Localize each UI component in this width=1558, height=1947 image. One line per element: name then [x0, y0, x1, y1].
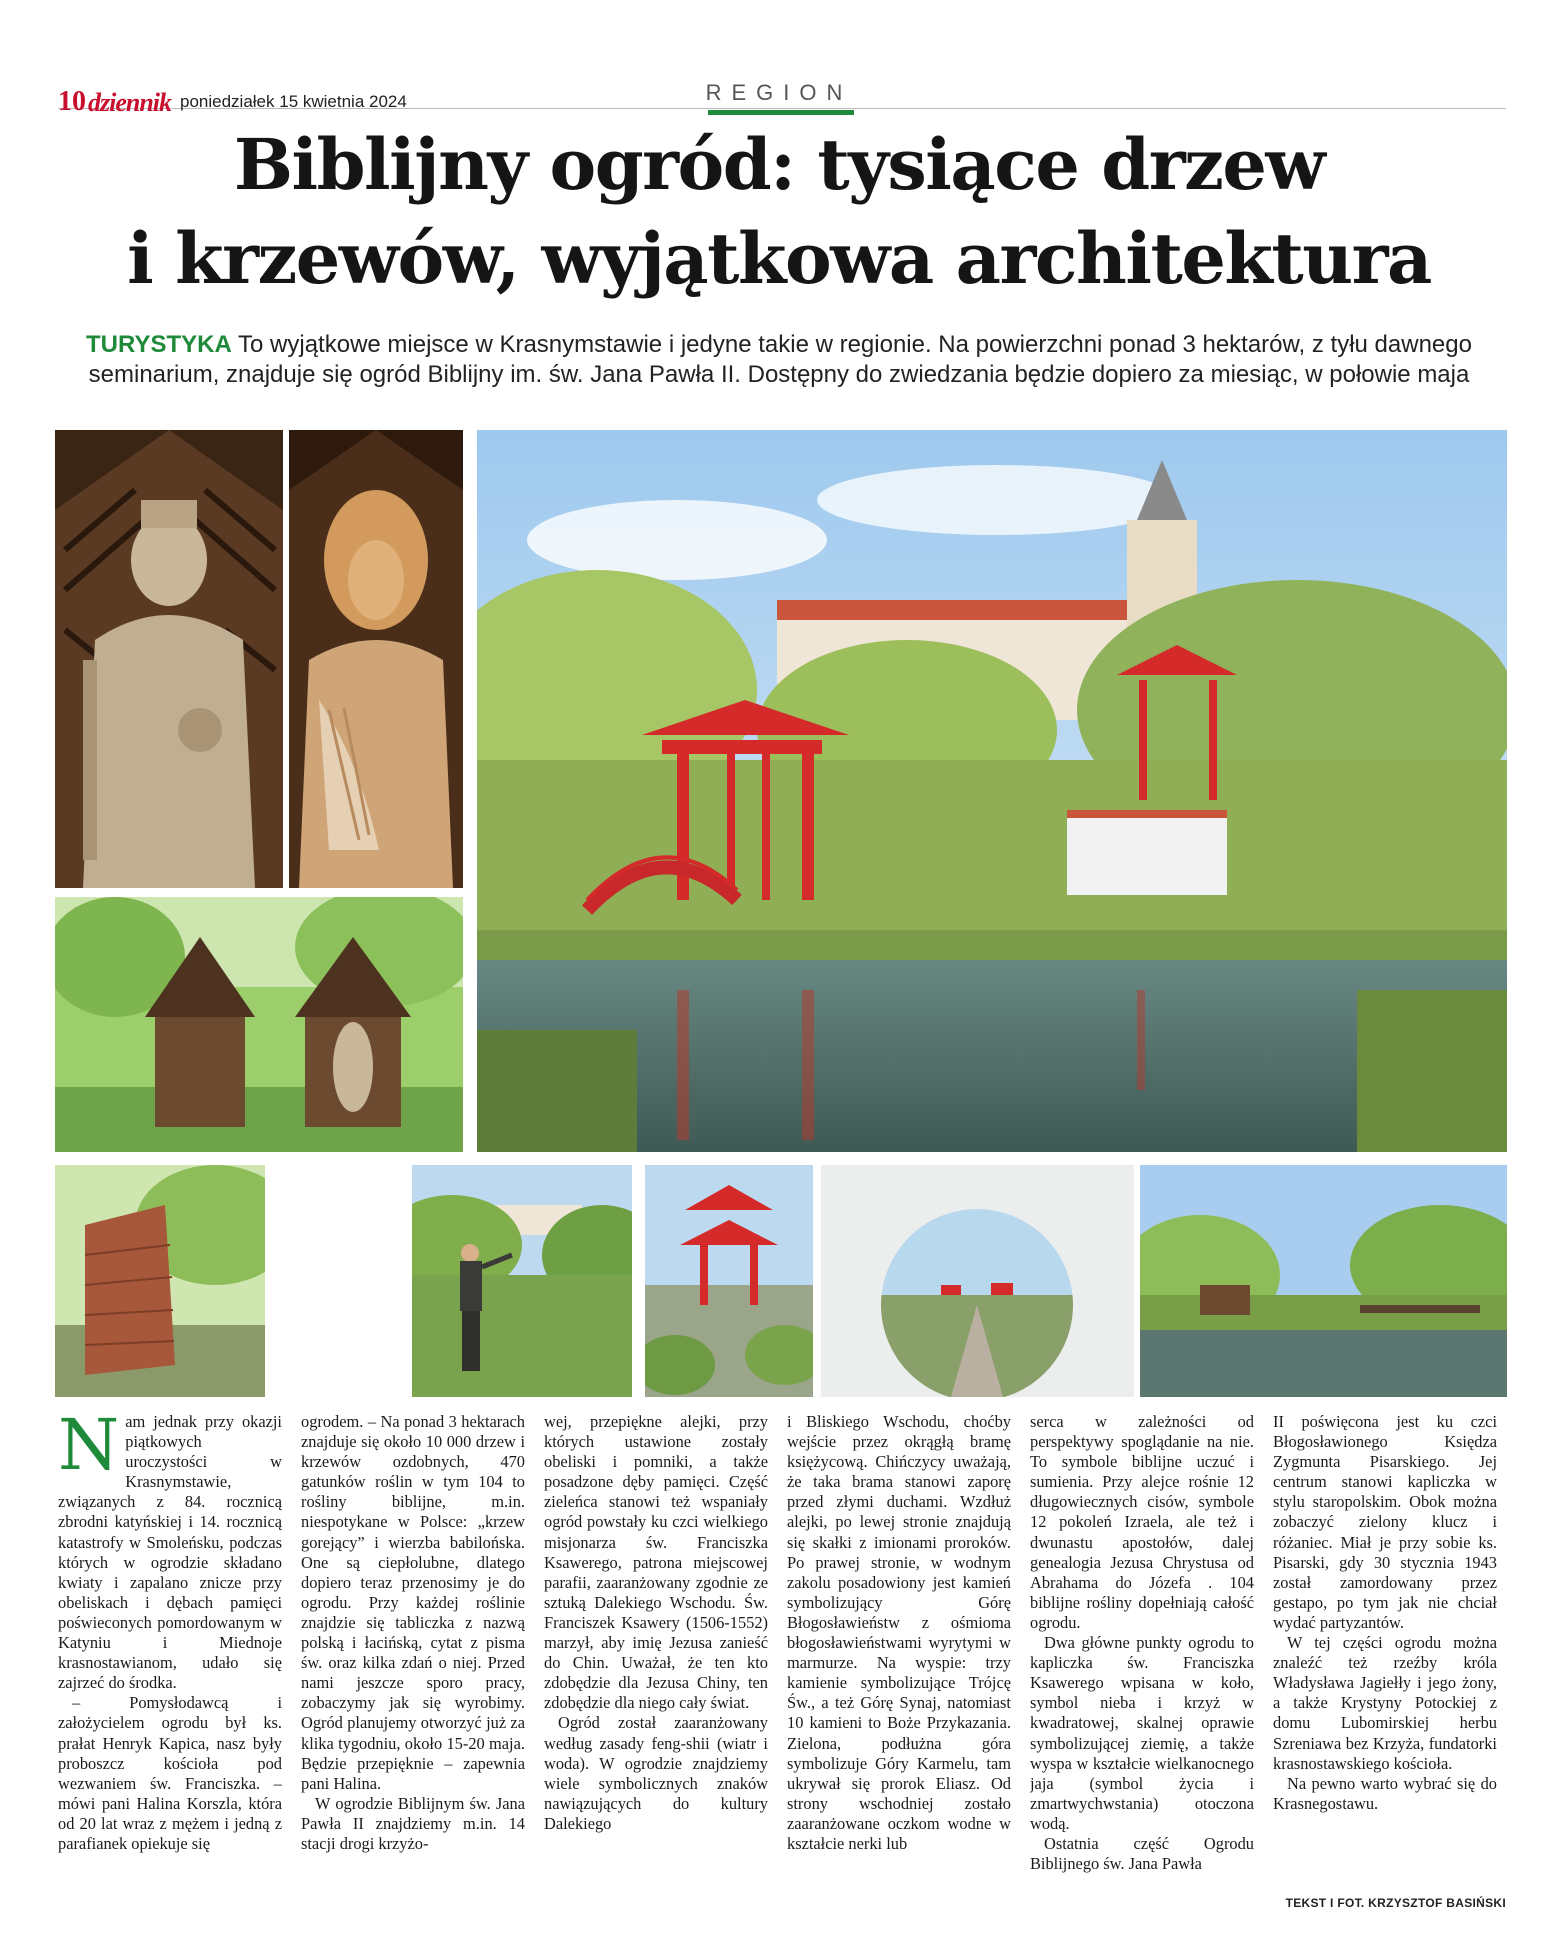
photo-main-chinese-garden: [477, 430, 1507, 1152]
article-paragraph: II poświęcona jest ku czci Błogosławionego Księdza Zygmunta Pisarskiego. Jej centrum stanowi kapliczka w stylu staropolskim. Obok można zobaczyć zielony klucz i różaniec. Miał je przy sobie ks. Pisarski, gdy 30 stycznia 1943 został zamordowany przez gestapo, po tym jak nie chciał wydać partyzantów.: [1273, 1412, 1497, 1632]
headline: [40, 118, 1518, 306]
headline-line-2: i krzewów, wyjątkowa architektura: [127, 217, 1431, 300]
article-paragraph: W tej części ogrodu można znaleźć też rzeźby króla Władysława Jagiełły i jego żony, a także Krystyny Potockiej z domu Lubomirskiej herbu Szreniawa bez Krzyża, fundatorki krasnostawskiego kościoła.: [1273, 1633, 1497, 1773]
article-paragraph: – Pomysłodawcą i założycielem ogrodu był ks. prałat Henryk Kapica, nasz były proboszcz kościoła pod wezwaniem św. Franciszka. – mówi pani Halina Korszla, która od 20 lat wraz z mężem i jedną z parafianek opiekuje się: [58, 1693, 282, 1853]
lead-kicker: TURYSTYKA: [86, 331, 232, 358]
article-paragraph: Ostatnia część Ogrodu Biblijnego św. Jana Pawła: [1030, 1833, 1254, 1874]
author-credit: TEKST I FOT. KRZYSZTOF BASIŃSKI: [1285, 1896, 1506, 1910]
headline-line-1: Biblijny ogród: tysiące drzew: [233, 123, 1325, 206]
lead-paragraph: [64, 330, 1494, 390]
article-column-6: [1273, 1412, 1497, 1882]
lead-text: To wyjątkowe miejsce w Krasnymstawie i jedyne takie w regionie. Na powierzchni ponad 3 hektarów, z tyłu dawnego seminarium, znajduje się ogród Biblijny im. św. Jana Pawła II. Dostępny do zwiedzania będzie dopiero za miesiąc, w połowie maja: [88, 331, 1472, 388]
article-paragraph: ogrodem. – Na ponad 3 hektarach znajduje się około 10 000 drzew i krzewów ozdobnych, 470 gatunków roślin w tym 104 to rośliny biblijne, m.in. niespotykane w Polsce: „krzew gorejący” i wierzba babilońska. One są ciepłolubne, dlatego dopiero teraz przenosimy je do ogrodu. Przy każdej roślinie znajdzie się tabliczka z nazwą polską i łacińską, cytat z pisma św. oraz kilka zdań o niej. Przed nami jeszcze sporo pracy, zobaczymy jak się wyrobimy. Ogród planujemy otworzyć już za klika tygodniu, około 15-20 maja. Będzie przepięknie – zapewnia pani Halina.: [301, 1412, 525, 1793]
section-label: REGION: [705, 80, 853, 105]
photo-woman-in-garden: [412, 1165, 632, 1397]
article-column-2: [301, 1412, 525, 1882]
article-column-3: [544, 1412, 768, 1882]
issue-date: poniedziałek 15 kwietnia 2024: [180, 92, 407, 111]
article-paragraph: Dwa główne punkty ogrodu to kapliczka św. Franciszka Ksawerego wpisana w koło, symbol nieba i krzyż w kwadratowej, skalnej oprawie symbolizującej ziemię, a także wyspa w kształcie wielkanocnego jaja (symbol życia i zmartwychwstania) otoczona wodą.: [1030, 1633, 1254, 1833]
newspaper-logo: dziennik: [88, 88, 172, 117]
section-underline: [708, 110, 854, 115]
photo-pond-garden: [1140, 1165, 1507, 1397]
photo-stone-monument: [55, 1165, 265, 1397]
article-column-4: [787, 1412, 1011, 1882]
article-paragraph: Nam jednak przy okazji piątkowych uroczystości w Krasnymstawie, związanych z 84. rocznicą zbrodni katyńskiej i 14. rocznicą katastrofy w Smoleńsku, podczas których w ogrodzie składano kwiaty i zapalano znicze przy obeliskach i dębach pamięci poświeconych pomordowanym w Katyniu i Miednoje krasnostawianom, udało się zajrzeć do środka.: [58, 1412, 282, 1693]
photo-moon-gate: [821, 1165, 1134, 1397]
photo-pagoda: [645, 1165, 813, 1397]
article-column-5: [1030, 1412, 1254, 1882]
article-paragraph: serca w zależności od perspektywy spoglądanie na nie. To symbole biblijne uczuć i sumienia. Przy alejce rośnie 12 długowiecznych cisów, symbole 12 pokoleń Izraela, ale też i dwunastu apostołów, dalej genealogia Jezusa Chrystusa od Abrahama do Józefa . 104 biblijne rośliny dopełniają całość ogrodu.: [1030, 1412, 1254, 1632]
article-paragraph: wej, przepiękne alejki, przy których ustawione zostały obeliski i pomniki, a także posadzone dęby pamięci. Część zieleńca stanowi też wspaniały ogród powstały ku czci wielkiego misjonarza św. Franciszka Ksawerego, patrona miejscowej parafii, zaaranżowany zgodnie ze sztuką Dalekiego Wschodu. Św. Franciszek Ksawery (1506-1552) marzył, aby imię Jezusa zanieść do Chin. Uważał, że ten kto zdobędzie dla Jezusa Chiny, ten zdobędzie dla niego cały świat.: [544, 1412, 768, 1713]
article-paragraph: Ogród został zaaranżowany według zasady feng-shii (wiatr i woda). W ogrodzie znajdziemy wiele symbolicznych znaków nawiązujących do kultury Dalekiego: [544, 1713, 768, 1833]
drop-cap: N: [58, 1412, 120, 1486]
article-paragraph: Na pewno warto wybrać się do Krasnegostawu.: [1273, 1773, 1497, 1813]
page-number: 10: [58, 86, 86, 117]
article-paragraph: W ogrodzie Biblijnym św. Jana Pawła II znajdziemy m.in. 14 stacji drogi krzyżo-: [301, 1793, 525, 1853]
photo-queen-sculpture: [289, 430, 463, 888]
photo-king-sculpture: [55, 430, 283, 888]
photo-wooden-shrines: [55, 897, 463, 1152]
article-column-1: [58, 1412, 282, 1882]
article-paragraph: i Bliskiego Wschodu, choćby wejście przez okrągłą bramę księżycową. Chińczycy uważają, że taka brama stanowi zaporę przed złymi duchami. Wzdłuż alejki, po lewej stronie znajdują się skałki z imionami proroków. Po prawej stronie, w wodnym zakolu posadowiony jest kamień symbolizujący Górę Błogosławieństw z ośmioma błogosławieństwami wyrytymi w marmurze. Na wyspie: trzy kamienie symbolizujące Trójcę Św., a też Górę Synaj, natomiast 10 kamieni to Boże Przykazania. Zielona, podłużna góra symbolizuje Góry Karmelu, tam ukrywał się prorok Eliasz. Od strony wschodniej zostało zaaranżowane oczkom wodne w kształcie nerki lub: [787, 1412, 1011, 1853]
